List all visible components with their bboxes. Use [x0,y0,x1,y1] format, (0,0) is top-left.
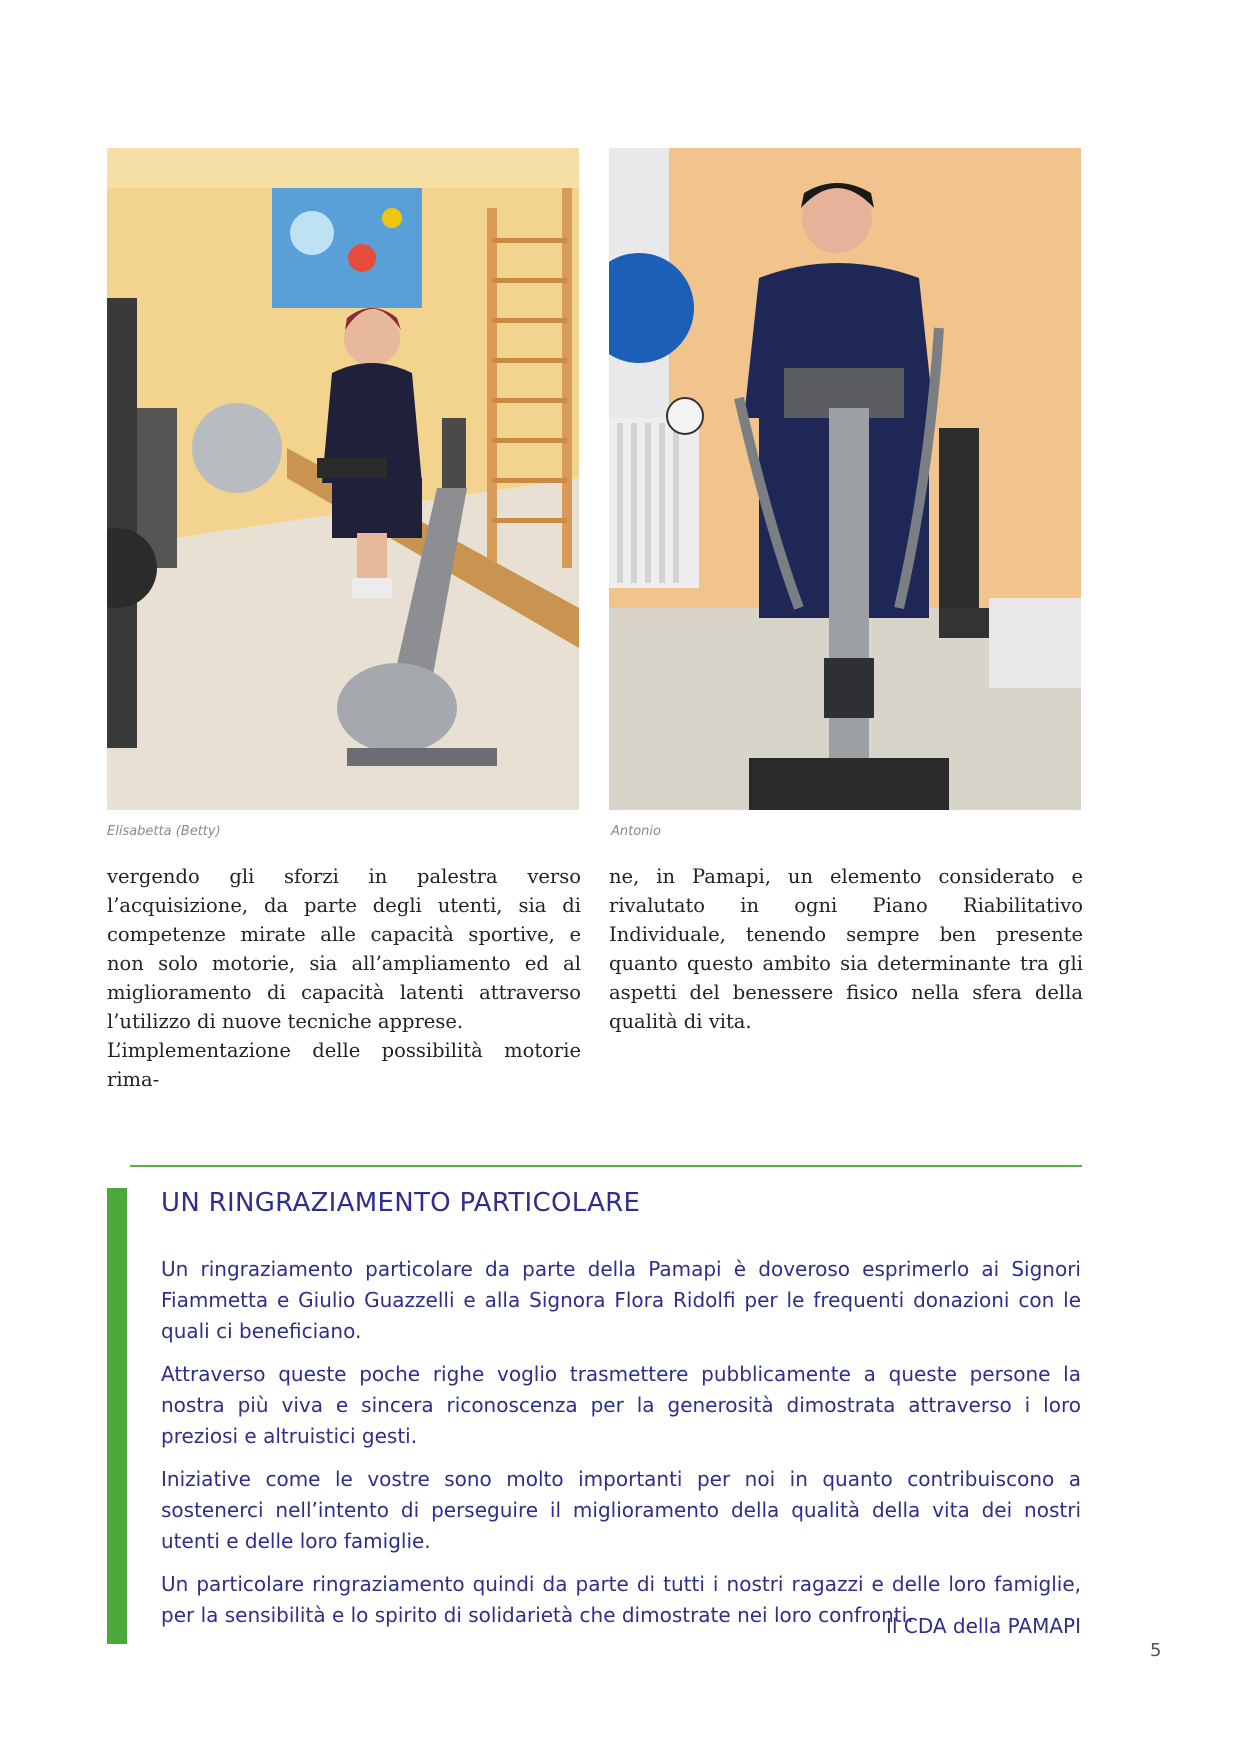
thanks-paragraph: Un ringraziamento particolare da parte della Pamapi è doveroso esprimerlo ai Signori Fiammetta e Giulio Guazzelli e alla Signora Flora Ridolfi per le frequenti donazioni con le quali ci beneficiano. [161,1257,1081,1343]
caption-antonio: Antonio [611,824,661,839]
section-divider [130,1165,1082,1167]
signature: Il CDA della PAMAPI [886,1614,1081,1638]
photo-antonio [609,148,1081,810]
body-paragraph: L’implementazione delle possibilità motorie rima- [107,1039,581,1091]
thanks-paragraph: Un particolare ringraziamento quindi da parte di tutti i nostri ragazzi e delle loro famiglie, per la sensibilità e lo spirito di solidarietà che dimostrate nei loro confronti. [161,1572,1081,1627]
page-number: 5 [1150,1640,1162,1661]
thanks-paragraph: Iniziative come le vostre sono molto importanti per noi in quanto contribuiscono a sostenerci nell’intento di perseguire il miglioramento della qualità della vita dei nostri utenti e delle loro famiglie. [161,1467,1081,1553]
body-column-left [107,862,581,1094]
body-paragraph: ne, in Pamapi, un elemento considerato e rivalutato in ogni Piano Riabilitativo Individuale, tenendo sempre ben presente quanto questo ambito sia determinante tra gli aspetti del benessere fisico nella sfera della qualità di vita. [609,865,1083,1033]
body-column-right [609,862,1083,1036]
body-paragraph: vergendo gli sforzi in palestra verso l’acquisizione, da parte degli utenti, sia di competenze mirate alle capacità sportive, e non solo motorie, sia all’ampliamento ed al miglioramento di capacità latenti attraverso l’utilizzo di nuove tecniche apprese. [107,865,581,1033]
thanks-title: UN RINGRAZIAMENTO PARTICOLARE [161,1188,641,1218]
caption-betty: Elisabetta (Betty) [107,824,221,839]
accent-bar [107,1188,127,1644]
thanks-paragraph: Attraverso queste poche righe voglio trasmettere pubblicamente a queste persone la nostra più viva e sincera riconoscenza per la generosità dimostrata attraverso i loro preziosi e altruistici gesti. [161,1362,1081,1448]
thanks-text [161,1254,1081,1643]
photo-betty [107,148,579,810]
